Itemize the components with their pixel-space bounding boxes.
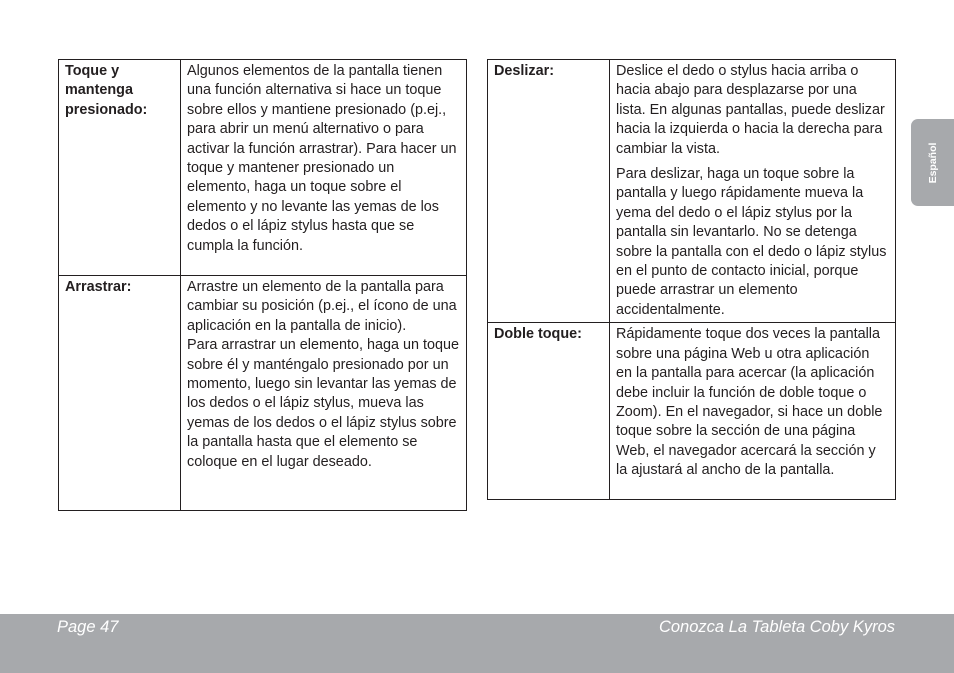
- term-arrastrar: Arrastrar:: [59, 276, 181, 511]
- table-row-deslizar: [488, 60, 896, 323]
- term-toque-y-mantenga: Toque y mantenga presionado:: [59, 60, 181, 276]
- description-deslizar: [610, 60, 896, 323]
- document-title: Conozca La Tableta Coby Kyros: [658, 618, 895, 636]
- description-paragraph: Rápidamente toque dos veces la pantalla sobre una página Web u otra aplicación en la pantalla para acercar (la aplicación debe incluir la función de doble toque o Zoom). En el navegador, si hace un doble toque sobre la sección de una página Web, el navegador acercará la sección y la ajustará al ancho de la pantalla.: [616, 326, 883, 479]
- description-paragraph: Algunos elementos de la pantalla tienen una función alternativa si hace un toque sobre ellos y mantiene presionado (p.ej., para abrir un menú alternativo o para activar la función arrastrar). Para hacer un toque y mantener presionado un elemento, haga un toque sobre el elemento y no levante las yemas de los dedos o el lápiz stylus hasta que se cumpla la función.: [187, 63, 457, 254]
- table-row-doble-toque: [488, 323, 896, 500]
- description-paragraph: Deslice el dedo o stylus hacia arriba o hacia abajo para desplazarse por una lista. En algunas pantallas, puede deslizar hacia la izquierda o hacia la derecha para cambiar la vista.: [616, 63, 885, 157]
- table-row-arrastrar: [59, 276, 467, 511]
- language-side-tab: [911, 119, 954, 206]
- description-arrastrar: [181, 276, 467, 511]
- description-paragraph: Para deslizar, haga un toque sobre la pantalla y luego rápidamente mueva la yema del dedo o el lápiz stylus por la pantalla sin levantarlo. No se detenga sobre la pantalla con el dedo o lápiz stylus en el punto de contacto inicial, porque puede arrastrar un elemento accidentalmente.: [616, 166, 887, 318]
- term-doble-toque: Doble toque:: [488, 323, 610, 500]
- left-gesture-table: [58, 59, 467, 511]
- description-doble-toque: [610, 323, 896, 500]
- right-gesture-table: [487, 59, 896, 500]
- description-paragraph: Arrastre un elemento de la pantalla para cambiar su posición (p.ej., el ícono de una aplicación en la pantalla de inicio).: [187, 279, 457, 334]
- table-row-toque-y-mantenga: [59, 60, 467, 276]
- language-tab-label: Español: [926, 142, 939, 183]
- page-footer: [0, 614, 954, 673]
- term-deslizar: Deslizar:: [488, 60, 610, 323]
- page-number: Page 47: [57, 618, 119, 636]
- description-paragraph: Para arrastrar un elemento, haga un toque sobre él y manténgalo presionado por un momento, luego sin levantar las yemas de los dedos o el lápiz stylus, mueva las yemas de los dedos o el lápiz stylus sobre la pantalla hasta que el elemento se coloque en el lugar deseado.: [187, 337, 459, 470]
- description-toque-y-mantenga: [181, 60, 467, 276]
